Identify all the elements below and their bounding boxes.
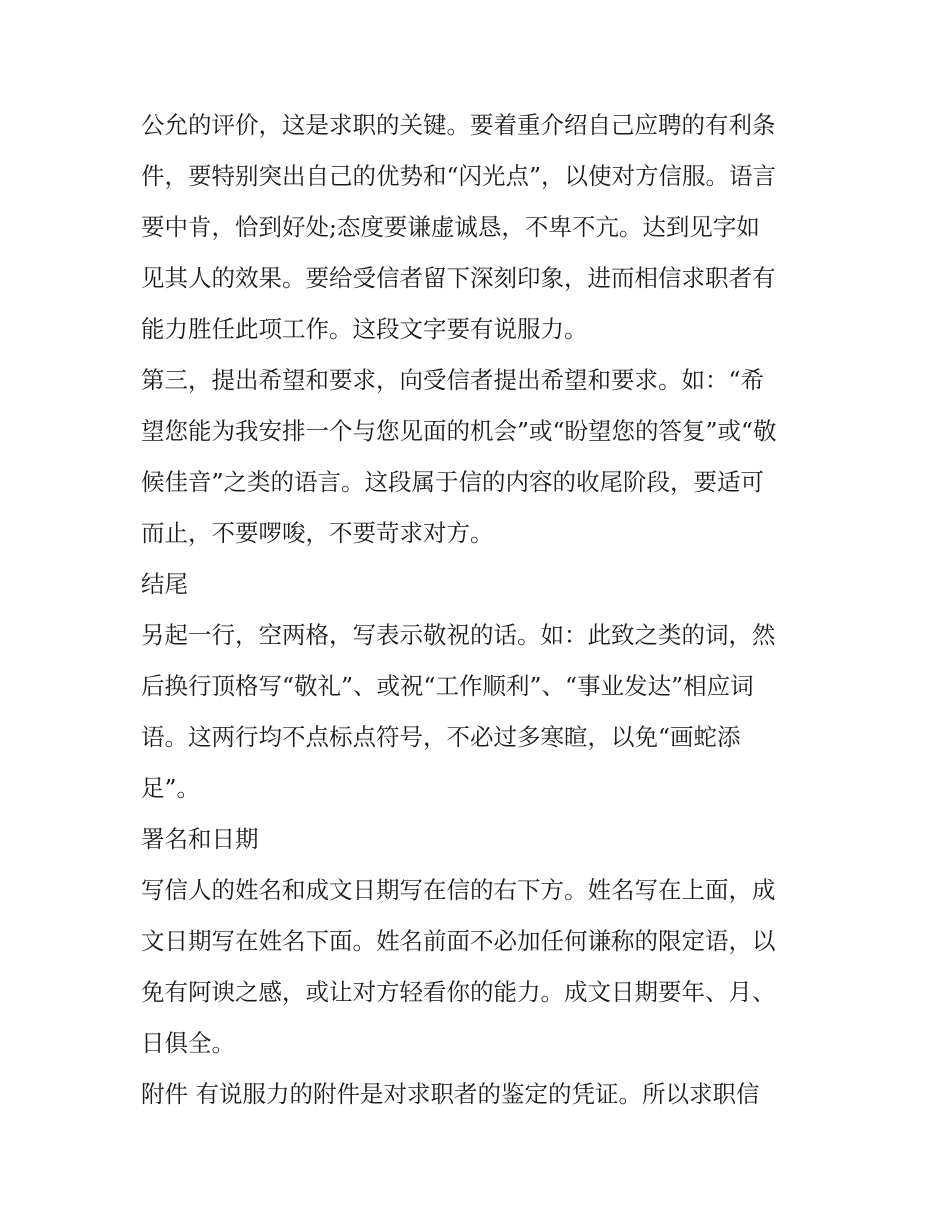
text-line: 第三，提出希望和要求，向受信者提出希望和要求。如：“希 bbox=[141, 366, 765, 394]
text-line: 附件 有说服力的附件是对求职者的鉴定的凭证。所以求职信 bbox=[141, 1080, 760, 1108]
text-line: 另起一行，空两格，写表示敬祝的话。如：此致之类的词，然 bbox=[141, 621, 776, 649]
text-line: 语。这两行均不点标点符号，不必过多寒暄，以免“画蛇添 bbox=[141, 723, 741, 751]
text-line: 而止，不要啰唆，不要苛求对方。 bbox=[141, 519, 494, 547]
text-line: 能力胜任此项工作。这段文字要有说服力。 bbox=[141, 315, 588, 343]
text-line: 足”。 bbox=[141, 774, 201, 802]
text-line: 望您能为我安排一个与您见面的机会”或“盼望您的答复”或“敬 bbox=[141, 417, 777, 445]
text-line: 后换行顶格写“敬礼”、或祝“工作顺利”、“事业发达”相应词 bbox=[141, 672, 754, 700]
text-line: 候佳音”之类的语言。这段属于信的内容的收尾阶段，要适可 bbox=[141, 468, 765, 496]
section-heading-signature-date: 署名和日期 bbox=[141, 825, 259, 853]
text-line: 写信人的姓名和成文日期写在信的右下方。姓名写在上面，成 bbox=[141, 876, 776, 904]
text-line: 文日期写在姓名下面。姓名前面不必加任何谦称的限定语，以 bbox=[141, 927, 776, 955]
text-line: 件，要特别突出自己的优势和“闪光点”，以使对方信服。语言 bbox=[141, 162, 777, 190]
text-line: 公允的评价，这是求职的关键。要着重介绍自己应聘的有利条 bbox=[141, 111, 776, 139]
section-heading-closing: 结尾 bbox=[141, 570, 188, 598]
text-line: 免有阿谀之感，或让对方轻看你的能力。成文日期要年、月、 bbox=[141, 978, 776, 1006]
text-line: 要中肯，恰到好处;态度要谦虚诚恳，不卑不亢。达到见字如 bbox=[141, 213, 760, 241]
text-line: 见其人的效果。要给受信者留下深刻印象，进而相信求职者有 bbox=[141, 264, 776, 292]
text-line: 日俱全。 bbox=[141, 1029, 235, 1057]
document-body bbox=[141, 100, 821, 1120]
